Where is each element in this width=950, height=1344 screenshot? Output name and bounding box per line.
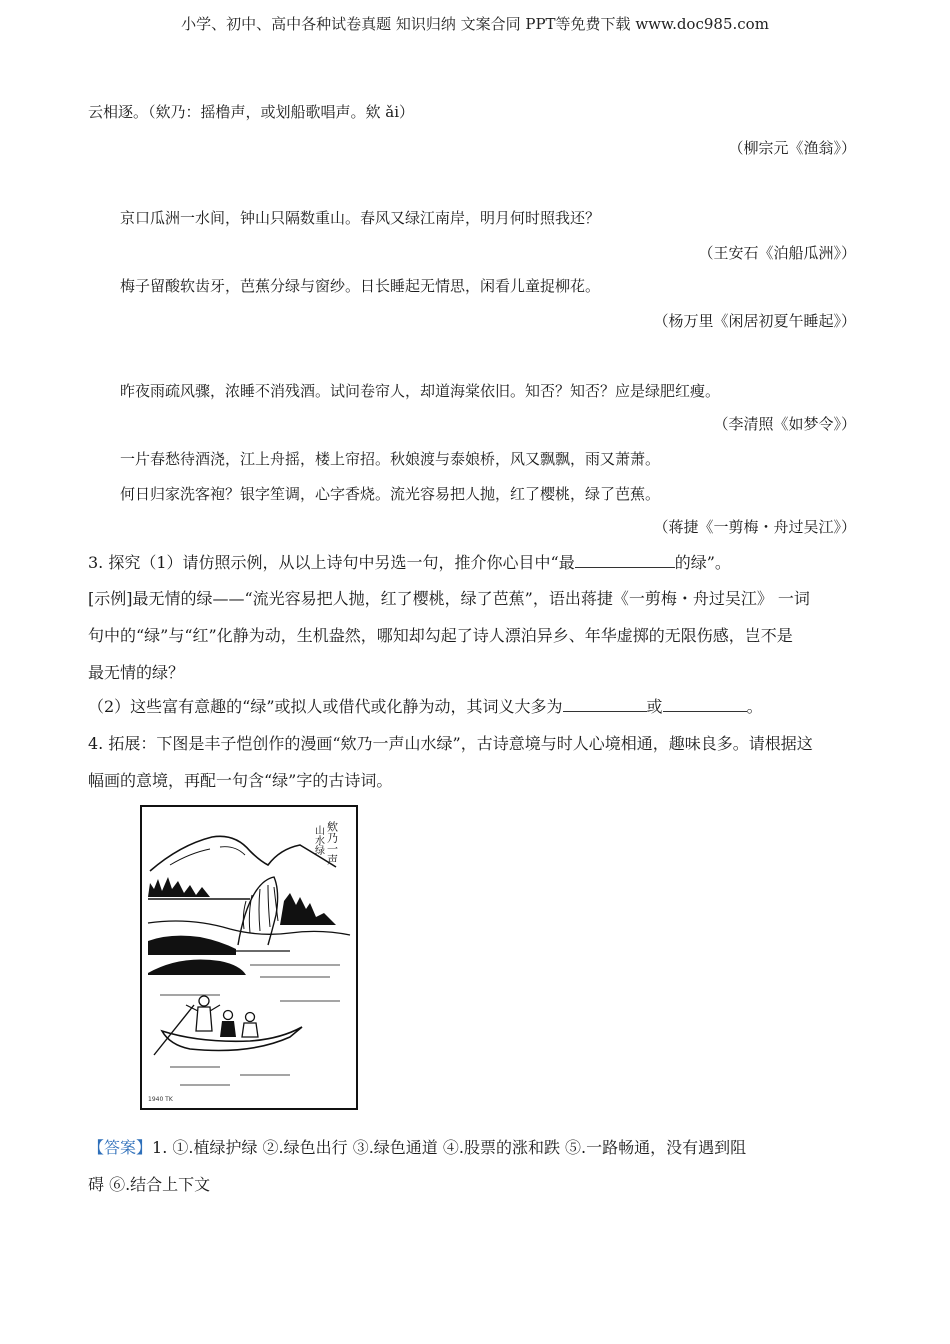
- poem3-text: 梅子留酸软齿牙，芭蕉分绿与窗纱。日长睡起无情思，闲看儿童捉柳花。: [120, 277, 601, 295]
- poem3-source: （杨万里《闲居初夏午睡起》）: [653, 312, 856, 330]
- poem5-line2: 何日归家洗客袍？银字笙调，心字香烧。流光容易把人抛，红了樱桃，绿了芭蕉。: [120, 485, 661, 503]
- question-3-part2-text: （2）这些富有意趣的“绿”或拟人或借代或化静为动，其词义大多为: [88, 697, 563, 716]
- question-4-line-2: 幅画的意境，再配一句含“绿”字的古诗词。: [88, 771, 393, 790]
- question-3-part2-mid: 或: [646, 697, 663, 716]
- question-3-part2-end: 。: [746, 697, 763, 716]
- answer-line-1-text: 1. ①.植绿护绿 ②.绿色出行 ③.绿色通道 ④.股票的涨和跌 ⑤.一路畅通，没有遇到阻: [152, 1138, 747, 1157]
- answer-line-1: [88, 1135, 746, 1158]
- inscription-col1: 欸乃一声: [325, 821, 339, 865]
- poem5-line1: 一片春愁待酒浇，江上舟摇，楼上帘招。秋娘渡与泰娘桥，风又飘飘，雨又萧萧。: [120, 450, 661, 468]
- answer-blank: [563, 697, 647, 712]
- example-line-2: 句中的“绿”与“红”化静为动，生机盎然，哪知却勾起了诗人漂泊异乡、年华虚掷的无限伤感，岂不是: [88, 626, 793, 645]
- answer-tag: 【答案】: [88, 1138, 153, 1157]
- poem4-text: 昨夜雨疏风骤，浓睡不消残酒。试问卷帘人，却道海棠依旧。知否？知否？应是绿肥红瘦。: [120, 382, 721, 400]
- question-3-part1-text: 3. 探究（1）请仿照示例，从以上诗句中另选一句，推介你心目中“最: [88, 553, 575, 572]
- poem4-source: （李清照《如梦令》）: [713, 415, 856, 433]
- example-line-3: 最无情的绿？: [88, 663, 185, 682]
- poem2-text: 京口瓜洲一水间，钟山只隔数重山。春风又绿江南岸，明月何时照我还？: [120, 209, 601, 227]
- painting-signature: 1940 TK: [148, 1096, 173, 1103]
- painting-illustration: [140, 805, 358, 1110]
- poem1-tail: 云相逐。（欸乃：摇橹声，或划船歌唱声。欸 ǎi）: [88, 103, 415, 121]
- answer-blank: [575, 553, 675, 568]
- page-header: 小学、初中、高中各种试卷真题 知识归纳 文案合同 PPT等免费下载 www.doc985.com: [181, 15, 769, 33]
- question-3-part2: [88, 694, 763, 717]
- poem2-source: （王安石《泊船瓜洲》）: [698, 244, 856, 262]
- poem1-source: （柳宗元《渔翁》）: [728, 139, 856, 157]
- inscription-col2: 山水绿: [312, 825, 324, 855]
- example-line-1: [示例]最无情的绿——“流光容易把人抛，红了樱桃，绿了芭蕉”，语出蒋捷《一剪梅・舟过吴江》 一词: [88, 589, 810, 608]
- passenger-body: [220, 1021, 236, 1037]
- question-3-part1: [88, 550, 731, 573]
- question-4-line-1: 4. 拓展：下图是丰子恺创作的漫画“欸乃一声山水绿”，古诗意境与时人心境相通，趣味良多。请根据这: [88, 734, 813, 753]
- question-3-part1-end: 的绿”。: [674, 553, 731, 572]
- answer-line-2: 碍 ⑥.结合上下文: [88, 1175, 211, 1194]
- painting-svg: [140, 805, 358, 1110]
- answer-blank: [663, 697, 747, 712]
- poem5-source: （蒋捷《一剪梅・舟过吴江》）: [653, 518, 856, 536]
